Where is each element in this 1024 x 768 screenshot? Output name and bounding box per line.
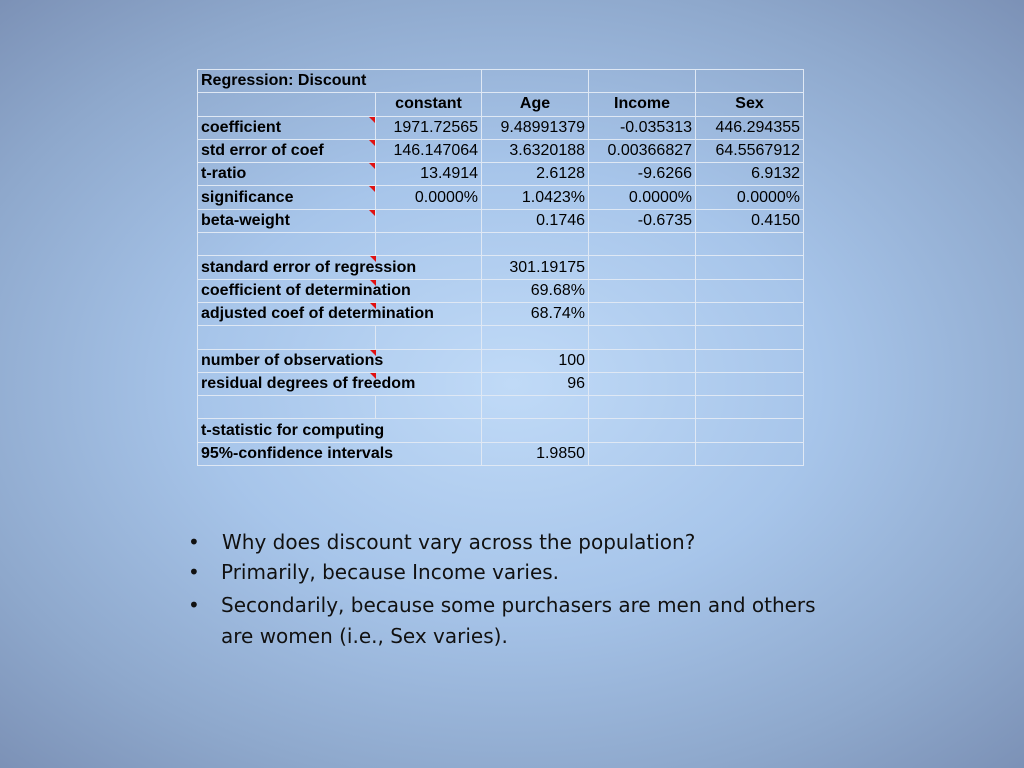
empty-row [198,233,804,256]
column-header-constant: constant [376,93,482,116]
empty-row [198,326,804,349]
row-label-standard-error-of-regression [198,256,482,279]
cell [696,70,804,93]
table-row [198,279,804,302]
cell [589,302,696,325]
empty-row [198,396,804,419]
cell [482,419,589,442]
cell [589,279,696,302]
cell [696,372,804,395]
cell [376,396,482,419]
cell [696,256,804,279]
cell [589,70,696,93]
table-row [198,209,804,232]
cell [482,326,589,349]
cell [696,279,804,302]
cell: 146.147064 [376,139,482,162]
table-row [198,442,804,465]
comment-flag-icon [370,373,376,379]
table-row [198,372,804,395]
row-label-number-of-observations [198,349,482,372]
cell [589,442,696,465]
table-row [198,419,804,442]
cell [376,326,482,349]
row-label-significance: significance [198,186,376,209]
label-text: coefficient of determination [201,281,411,299]
cell: 3.6320188 [482,139,589,162]
row-label-residual-degrees-of-freedom [198,372,482,395]
cell [482,233,589,256]
cell: 64.5567912 [696,139,804,162]
row-label-adjusted-coef [198,302,482,325]
cell [589,372,696,395]
column-header-age: Age [482,93,589,116]
cell [198,396,376,419]
bullet-list [188,527,828,654]
cell [376,209,482,232]
cell: 2.6128 [482,163,589,186]
cell: 0.0000% [696,186,804,209]
row-label-coefficient: coefficient [198,116,376,139]
cell: 0.00366827 [589,139,696,162]
comment-flag-icon [370,256,376,262]
cell [696,349,804,372]
cell: -9.6266 [589,163,696,186]
label-text: adjusted coef of determination [201,305,434,323]
column-header-sex: Sex [696,93,804,116]
cell [198,93,376,116]
cell [589,349,696,372]
cell [376,233,482,256]
cell [696,302,804,325]
label-text: residual degrees of freedom [201,375,416,392]
cell [696,396,804,419]
sub-bullet-2: • Secondarily, because some purchasers are men and others are women (i.e., Sex varies). [188,590,828,652]
table-row [198,163,804,186]
table-row [198,139,804,162]
sub-bullet-1: • Primarily, because Income varies. [188,557,828,588]
cell: 9.48991379 [482,116,589,139]
row-label-coefficient-of-determination [198,279,482,302]
comment-flag-icon [370,350,376,356]
cell: 13.4914 [376,163,482,186]
cell [198,233,376,256]
cell: 100 [482,349,589,372]
cell [696,326,804,349]
bullet-main: • Why does discount vary across the population? [188,527,828,557]
cell: 68.74% [482,302,589,325]
cell: 1.9850 [482,442,589,465]
table-row [198,116,804,139]
cell: -0.035313 [589,116,696,139]
cell: -0.6735 [589,209,696,232]
cell: 6.9132 [696,163,804,186]
cell [589,419,696,442]
cell: 69.68% [482,279,589,302]
cell: 1971.72565 [376,116,482,139]
row-label-confidence-intervals: 95%-confidence intervals [198,442,482,465]
row-label-std-error: std error of coef [198,139,376,162]
cell: 446.294355 [696,116,804,139]
comment-flag-icon [370,303,376,309]
cell: 1.0423% [482,186,589,209]
regression-table [197,69,804,466]
cell: 301.19175 [482,256,589,279]
row-label-t-statistic: t-statistic for computing [198,419,482,442]
table-row [198,302,804,325]
cell [696,419,804,442]
cell [198,326,376,349]
table-title: Regression: Discount [198,70,482,93]
cell [482,70,589,93]
cell [696,233,804,256]
cell: 0.0000% [376,186,482,209]
sub-bullet-list [188,557,828,652]
cell: 0.1746 [482,209,589,232]
cell [589,233,696,256]
cell [589,396,696,419]
cell [696,442,804,465]
column-header-income: Income [589,93,696,116]
cell [589,326,696,349]
cell [589,256,696,279]
cell [482,396,589,419]
row-label-beta-weight: beta-weight [198,209,376,232]
label-text: number of observations [201,351,384,369]
table-row [198,256,804,279]
row-label-t-ratio: t-ratio [198,163,376,186]
cell: 96 [482,372,589,395]
comment-flag-icon [370,280,376,286]
table-row [198,186,804,209]
header-row [198,93,804,116]
table-row [198,70,804,93]
cell: 0.4150 [696,209,804,232]
label-text: standard error of regression [201,258,417,276]
table-row [198,349,804,372]
cell: 0.0000% [589,186,696,209]
